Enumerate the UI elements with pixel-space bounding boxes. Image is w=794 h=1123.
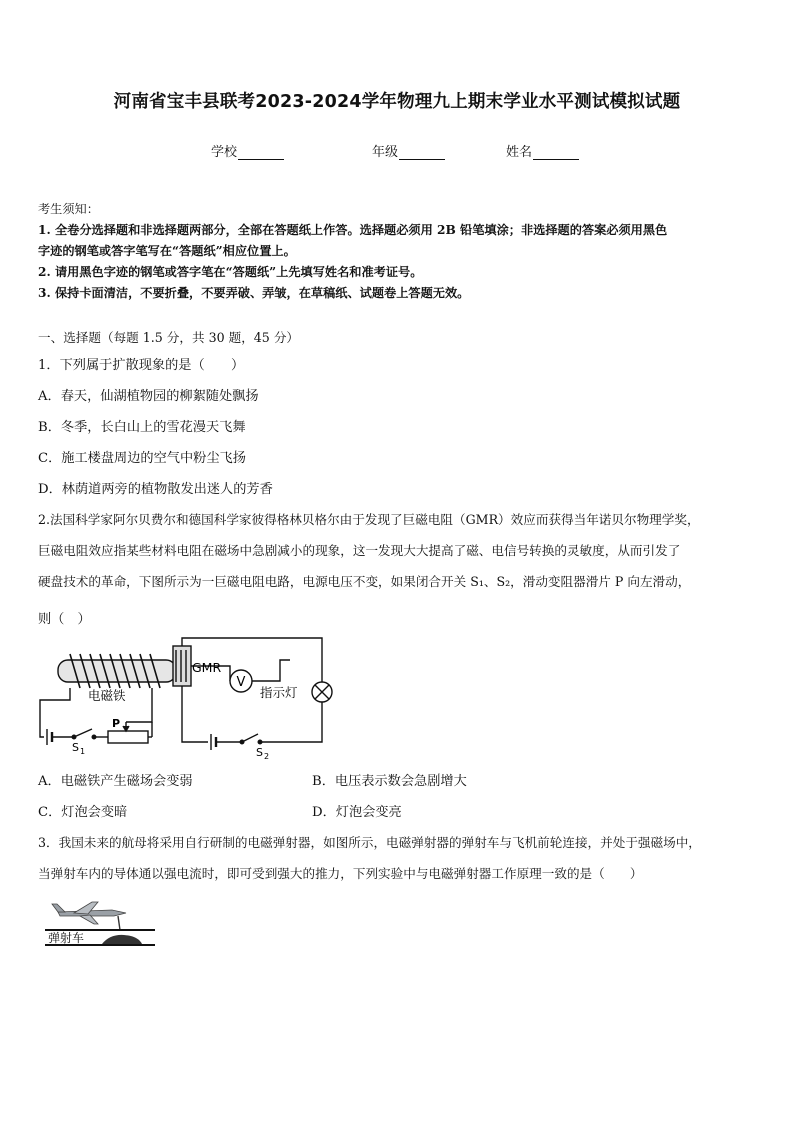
- switch-s2-sub: 2: [264, 752, 270, 761]
- electromagnet-label: 电磁铁: [88, 688, 126, 703]
- q3-stem-line2: 当弹射车内的导体通以强电流时，即可受到强大的推力，下列实验中与电磁弹射器工作原理一致的是（ ）: [38, 866, 643, 881]
- name-blank[interactable]: [533, 147, 579, 160]
- q1-option-b[interactable]: B．冬季，长白山上的雪花漫天飞舞: [38, 420, 246, 435]
- catapult-diagram: [40, 898, 160, 954]
- notice-heading: 考生须知：: [38, 202, 99, 216]
- notice-item-3: 3. 保持卡面清洁，不要折叠，不要弄破、弄皱，在草稿纸、试题卷上答题无效。: [38, 286, 470, 300]
- school-field: [211, 141, 284, 160]
- q2-stem-line4: 则（ ）: [38, 612, 91, 627]
- slider-label: P: [112, 717, 121, 730]
- notice-item-1: 1. 全卷分选择题和非选择题两部分，全部在答题纸上作答。选择题必须用 2B 铅笔填涂；非选择题的答案必须用黑色: [38, 223, 668, 237]
- q1-stem: 1．下列属于扩散现象的是（ ）: [38, 358, 245, 373]
- q2-stem-line1: 2.法国科学家阿尔贝费尔和德国科学家彼得格林贝格尔由于发现了巨磁电阻（GMR）效应而获得当年诺贝尔物理学奖，: [38, 512, 700, 527]
- catapult-label: 弹射车: [48, 931, 85, 945]
- gmr-circuit-diagram: [30, 630, 340, 764]
- q3-stem-line1: 3．我国未来的航母将采用自行研制的电磁弹射器，如图所示，电磁弹射器的弹射车与飞机前轮连接，并处于强磁场中，: [38, 835, 701, 850]
- q2-stem-line2: 巨磁电阻效应指某些材料电阻在磁场中急剧减小的现象，这一发现大大提高了磁、电信号转换的灵敏度，从而引发了: [38, 543, 681, 558]
- catapult-shuttle: [102, 935, 142, 944]
- grade-field: [372, 141, 445, 160]
- q2-option-b[interactable]: B．电压表示数会急剧增大: [312, 774, 467, 789]
- q2-stem-line3: 硬盘技术的革命，下图所示为一巨磁电阻电路，电源电压不变，如果闭合开关 S₁、S₂，滑动变阻器滑片 P 向左滑动，: [38, 574, 691, 589]
- name-field: [506, 141, 579, 160]
- switch-s1-label: S: [72, 741, 79, 754]
- exam-title: 河南省宝丰县联考2023-2024学年物理九上期末学业水平测试模拟试题: [113, 92, 681, 112]
- indicator-label: 指示灯: [260, 685, 298, 700]
- section-heading: 一、选择题（每题 1.5 分，共 30 题，45 分）: [38, 330, 300, 345]
- notice-item-1-cont: 字迹的钢笔或答字笔写在“答题纸”相应位置上。: [38, 244, 296, 258]
- q2-option-a[interactable]: A．电磁铁产生磁场会变弱: [38, 774, 193, 789]
- rheostat: [108, 731, 148, 743]
- school-blank[interactable]: [238, 147, 284, 160]
- q2-option-c[interactable]: C．灯泡会变暗: [38, 805, 128, 820]
- q1-option-c[interactable]: C．施工楼盘周边的空气中粉尘飞扬: [38, 451, 246, 466]
- switch-s2-label: S: [256, 746, 263, 759]
- grade-blank[interactable]: [399, 147, 445, 160]
- name-label: 姓名: [506, 145, 533, 160]
- school-label: 学校: [211, 145, 238, 160]
- q2-option-d[interactable]: D．灯泡会变亮: [312, 805, 402, 820]
- q1-option-d[interactable]: D．林荫道两旁的植物散发出迷人的芳香: [38, 482, 273, 497]
- grade-label: 年级: [372, 145, 399, 160]
- gmr-label: GMR: [192, 660, 222, 675]
- q1-option-a[interactable]: A．春天，仙湖植物园的柳絮随处飘扬: [38, 389, 259, 404]
- aircraft-icon: [52, 902, 126, 924]
- switch-s1-sub: 1: [80, 747, 86, 756]
- notice-item-2: 2. 请用黑色字迹的钢笔或答字笔在“答题纸”上先填写姓名和准考证号。: [38, 265, 423, 279]
- voltmeter-symbol: V: [236, 675, 246, 690]
